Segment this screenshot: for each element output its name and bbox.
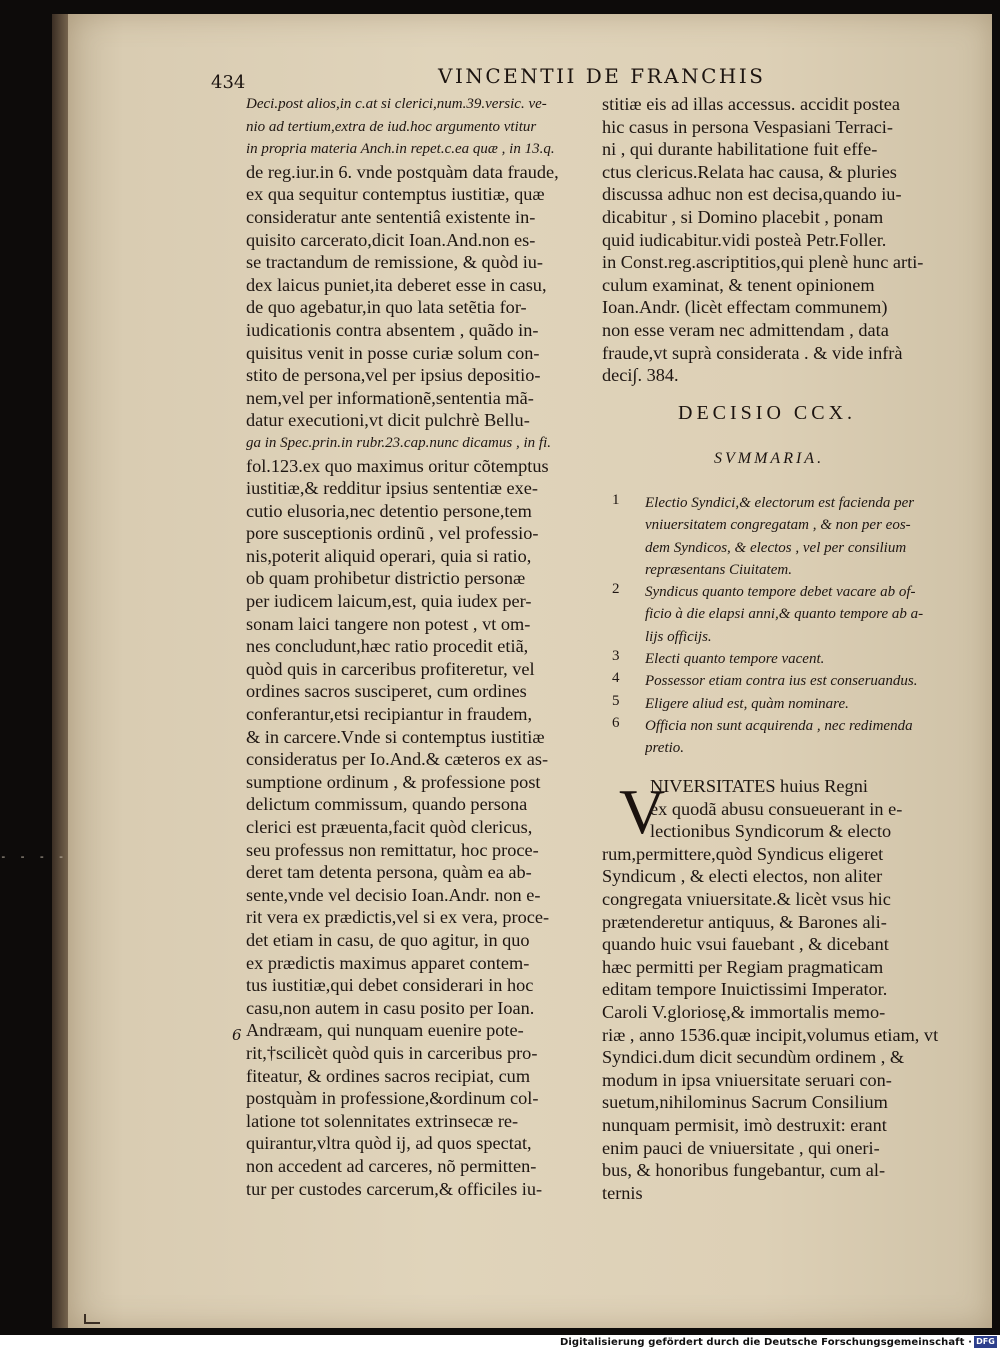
left-column-line: quòd quis in carceribus profiteretur, vel — [246, 658, 535, 679]
summaria-item-number: 5 — [612, 692, 620, 709]
left-column-line: latione tot solennitates extrinsecæ re- — [246, 1110, 519, 1131]
left-column-line: Deci.post alios,in c.at si clerici,num.39.versic. ve- — [246, 96, 547, 112]
left-column-line: ex qua sequitur contemptus iustitiæ, quæ — [246, 184, 545, 205]
left-column-line: dex laicus puniet,ita deberet esse in casu, — [246, 274, 547, 295]
right-column-line: discussa adhuc non est decisa,quando iu- — [602, 184, 902, 205]
decisio-title: DECISIO CCX. — [678, 402, 857, 424]
left-column-line: de quo agebatur,in quo lata setẽtia for- — [246, 297, 527, 318]
page-number: 434 — [211, 72, 246, 93]
left-column-line: quirantur,vltra quòd ij, ad quos spectat, — [246, 1133, 532, 1154]
summaria-item-text: Electio Syndici,& electorum est facienda per — [645, 495, 915, 511]
summaria-item-text: Officia non sunt acquirenda , nec redimenda — [645, 717, 913, 734]
right-column-line: in Const.reg.ascriptitios,qui plenè hunc arti- — [602, 252, 924, 273]
body-line: NIVERSITATES huius Regni — [650, 776, 868, 796]
summaria-item-text: vniuersitatem congregatam , & non per eos- — [645, 517, 911, 534]
left-column-line: det etiam in casu, de quo agitur, in quo — [246, 929, 530, 950]
body-line: Syndicum , & electi electos, non aliter — [602, 866, 883, 887]
left-column-line: ordines sacros susciperet, cum ordines — [246, 681, 527, 702]
summaria-item-text: repræsentans Ciuitatem. — [645, 561, 792, 578]
left-column-line: non accedent ad carceres, nõ permitten- — [246, 1155, 537, 1176]
left-column-line: consideratus per Io.And.& cæteros ex as- — [246, 749, 549, 770]
summaria-item — [612, 715, 952, 760]
left-column-line: sonam laici tangere non potest , vt om- — [246, 613, 531, 634]
left-column-line: cutio elusoria,nec detentio persone,tem — [246, 500, 532, 521]
summaria-item-number: 2 — [612, 581, 620, 598]
left-column-line: clerici est præuenta,facit quòd clericus, — [246, 817, 533, 837]
body-line: suetum,nihilominus Sacrum Consilium — [602, 1092, 888, 1113]
left-column-line: nis,poterit aliquid operari, quia si ratio, — [246, 545, 532, 566]
body-line: prætenderetur antiquus, & Barones ali- — [602, 911, 887, 932]
body-line: rum,permittere,quòd Syndicus eligeret — [602, 843, 884, 864]
left-column-line: casu,non autem in casu posito per Ioan. — [246, 997, 535, 1018]
summaria-item-number: 3 — [612, 648, 620, 665]
left-column-line: sumptione ordinum , & professione post — [246, 771, 541, 792]
left-column-line: datur executioni,vt dicit pulchrè Bellu- — [246, 410, 530, 431]
left-column-line: seu professus non remittatur, hoc proce- — [246, 839, 539, 860]
summaria-item-text: ficio à die elapsi anni,& quanto tempore ab a- — [645, 606, 924, 623]
right-column-line: fraude,vt suprà considerata . & vide infrà — [602, 342, 903, 363]
crop-corner-mark — [84, 1314, 100, 1324]
body-line: hæc permitti per Regiam pragmaticam — [602, 956, 884, 977]
right-column-line: dicabitur , si Domino placebit , ponam — [602, 206, 884, 227]
summaria-item-number: 6 — [612, 714, 620, 731]
summaria-item — [612, 670, 952, 692]
left-column-line: tus iustitiæ,qui debet considerari in hoc — [246, 975, 534, 996]
left-column-line: rit,†scilicèt quòd quis in carceribus pro- — [246, 1042, 538, 1063]
running-head: VINCENTII DE FRANCHIS — [438, 64, 766, 88]
decision-body-text — [602, 775, 954, 1204]
right-column-line: deci∫. 384. — [602, 365, 679, 386]
summaria-item — [612, 693, 952, 715]
right-column-line: ni , qui durante habilitatione fuit effe- — [602, 139, 878, 160]
body-line: Syndici.dum dicit secundùm ordinem , & — [602, 1047, 905, 1068]
left-column-line: stito de persona,vel per ipsius depositio- — [246, 365, 541, 386]
summaria-title: SVMMARIA. — [714, 450, 825, 467]
body-line: quando huic vsui fauebant , & dicebant — [602, 934, 889, 955]
left-column-line: conferantur,etsi recipiantur in fraudem, — [246, 704, 533, 725]
right-column-line: Ioan.Andr. (licèt effectam communem) — [602, 297, 888, 318]
body-line: congregata vniuersitate.& licèt vsus hic — [602, 888, 891, 909]
left-column-line: nes concludunt,hæc ratio procedit etiã, — [246, 636, 529, 657]
left-column-line: consideratur ante sententiâ existente in- — [246, 206, 536, 227]
body-line: riæ , anno 1536.quæ incipit,volumus etiam, vt — [602, 1024, 939, 1045]
body-line: Caroli V.gloriosę,& immortalis memo- — [602, 1001, 886, 1022]
left-column-line: ex prædictis maximus apparet contem- — [246, 952, 530, 973]
right-column-line: hic casus in persona Vespasiani Terraci- — [602, 116, 893, 137]
right-column-line: quid iudicabitur.vidi posteà Petr.Foller. — [602, 229, 887, 250]
left-column-line: iustitiæ,& redditur ipsius sententiæ exe- — [246, 478, 538, 499]
right-column-line: non esse veram nec admittendam , data — [602, 319, 889, 340]
summaria-item — [612, 648, 952, 670]
left-column-line: ob quam prohibetur districtio personæ — [246, 568, 526, 589]
right-column-top — [602, 93, 954, 387]
body-line: bus, & honoribus fungebantur, cum al- — [602, 1160, 886, 1181]
summaria-item — [612, 492, 952, 581]
summaria-item-text: Eligere aliud est, quàm nominare. — [645, 695, 849, 712]
footer-credit: Digitalisierung gefördert durch die Deutsche Forschungsgemeinschaft · — [559, 1337, 972, 1348]
left-column-line: delictum commissum, quando persona — [246, 794, 528, 815]
summaria-item — [612, 581, 952, 648]
left-column-line: iudicationis contra absentem , quãdo in- — [246, 319, 539, 340]
right-column-line: culum examinat, & tenent opinionem — [602, 274, 875, 295]
summaria-item-number: 4 — [612, 670, 620, 687]
left-column-line: pore susceptionis ordinũ , vel professio- — [246, 523, 539, 544]
left-column-line: per iudicem laicum,est, quia iudex per- — [246, 591, 532, 612]
left-column-line: Andræam, qui nunquam euenire pote- — [246, 1020, 524, 1041]
right-column-line: stitiæ eis ad illas accessus. accidit postea — [602, 94, 901, 114]
body-line: nunquam permisit, imò destruxit: erant — [602, 1114, 887, 1135]
body-line: enim pauci de vniuersitate , qui oneri- — [602, 1137, 880, 1158]
dfg-logo: DFG — [974, 1336, 997, 1348]
summaria-item-text: dem Syndicos, & electos , vel per consilium — [645, 539, 907, 556]
drop-cap: V — [619, 776, 666, 847]
left-column-line: deret tam detenta persona, quàm ea ab- — [246, 862, 532, 883]
margin-note-number: 6 — [232, 1026, 242, 1044]
summaria-item-text: Possessor etiam contra ius est conseruandus. — [645, 673, 918, 690]
summaria-item-text: pretio. — [645, 740, 685, 757]
left-column-line: quisito carcerato,dicit Ioan.And.non es- — [246, 229, 536, 250]
left-column-line: fiteatur, & ordines sacros recipiat, cum — [246, 1065, 531, 1086]
summaria-item-text: Electi quanto tempore vacent. — [645, 651, 825, 668]
right-column-line: ctus clericus.Relata hac causa, & pluries — [602, 161, 897, 182]
left-column-line: de reg.iur.in 6. vnde postquàm data fraude, — [246, 161, 559, 182]
summaria-list — [612, 492, 952, 760]
left-column-line: & in carcere.Vnde si contemptus iustitiæ — [246, 726, 545, 747]
body-line: modum in ipsa vniuersitate seruari con- — [602, 1069, 892, 1090]
summaria-item-text: lijs officijs. — [645, 628, 712, 645]
body-line: lectionibus Syndicorum & electo — [650, 821, 892, 842]
left-column-line: postquàm in professione,&ordinum col- — [246, 1088, 539, 1109]
left-column-line: ga in Spec.prin.in rubr.23.cap.nunc dicamus , in fi. — [246, 434, 551, 451]
left-column-line: in propria materia Anch.in repet.c.ea quæ , in 13.q. — [246, 141, 555, 158]
left-column-line: quisitus venit in posse curiæ solum con- — [246, 342, 540, 363]
left-column-line: se tractandum de remissione, & quòd iu- — [246, 252, 543, 273]
summaria-item-number: 1 — [612, 492, 620, 508]
edge-marker: - - - - — [0, 850, 68, 863]
body-line: ex quodã abusu consueuerant in e- — [650, 798, 903, 819]
left-column-line: tur per custodes carcerum,& officiles iu- — [246, 1178, 543, 1199]
body-line: editam tempore Inuictissimi Imperator. — [602, 979, 888, 1000]
body-line: ternis — [602, 1182, 643, 1203]
left-column-line: fol.123.ex quo maximus oritur cõtemptus — [246, 455, 549, 476]
left-column-line: nem,vel per informationẽ,sententia mã- — [246, 387, 534, 408]
left-column — [246, 93, 602, 1200]
summaria-item-text: Syndicus quanto tempore debet vacare ab of- — [645, 584, 916, 601]
left-column-line: nio ad tertium,extra de iud.hoc argumento vtitur — [246, 118, 537, 135]
left-column-line: sente,vnde vel decisio Ioan.Andr. non e- — [246, 884, 541, 905]
left-column-line: rit vera ex prædictis,vel si ex vera, proce- — [246, 907, 550, 928]
